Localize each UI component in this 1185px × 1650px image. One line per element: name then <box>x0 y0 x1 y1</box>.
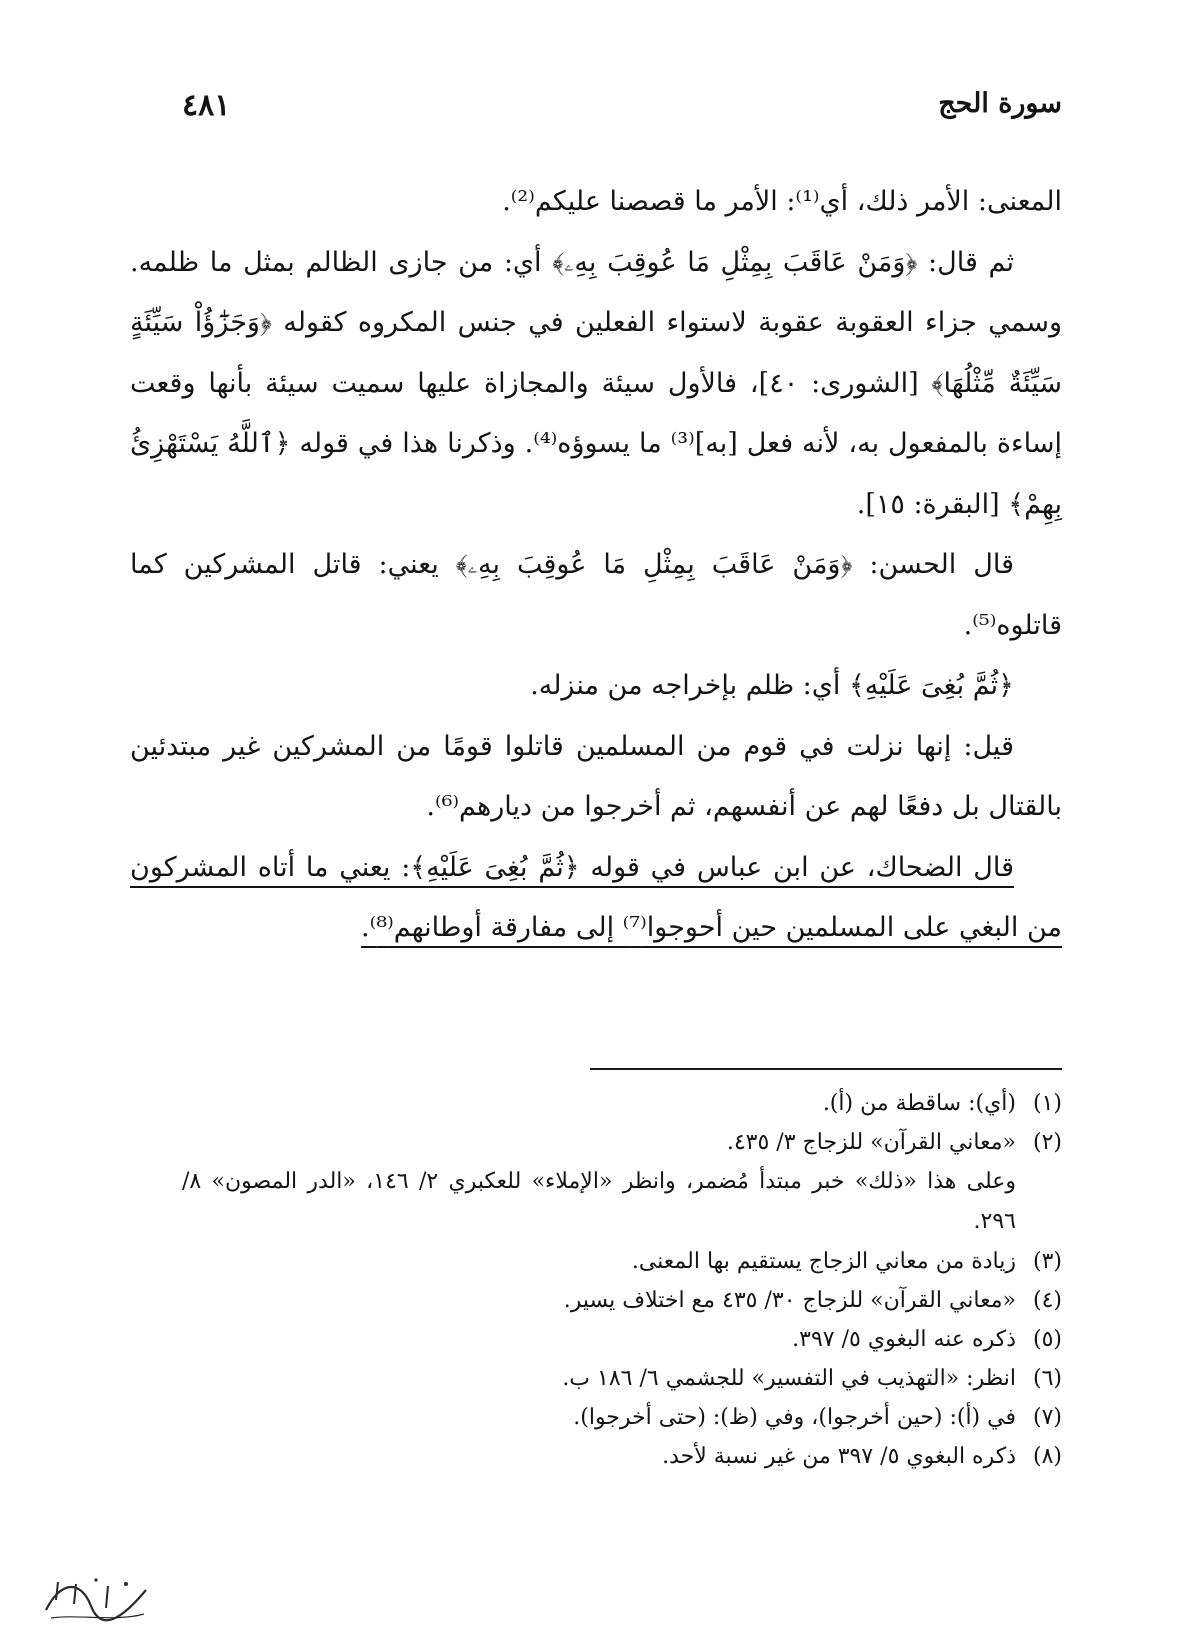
footnote-number: (١) <box>1032 1091 1062 1116</box>
footnote-text: (أي): ساقطة من (أ). <box>822 1091 1016 1116</box>
footnote-number: (٢) <box>1032 1130 1062 1155</box>
footnote-text: في (أ): (حين أخرجوا)، وفي (ظ): (حتى أخرجوا). <box>573 1405 1016 1430</box>
main-text <box>130 172 1062 959</box>
footnote-text: انظر: «التهذيب في التفسير» للجشمي ٦/ ١٨٦ ب. <box>562 1366 1016 1391</box>
sura-title: سورة الحج <box>938 88 1062 119</box>
footnote-divider <box>590 1068 1062 1070</box>
footnote-5 <box>182 1320 1062 1359</box>
footnote-number: (٤) <box>1032 1288 1062 1313</box>
page-header <box>182 88 1062 138</box>
footnote-6 <box>182 1359 1062 1398</box>
paragraph-5: قيل: إنها نزلت في قوم من المسلمين قاتلوا قومًا من المشركين غير مبتدئين بالقتال بل دفعًا لهم عن أنفسهم، ثم أخرجوا من ديارهم⁽⁶⁾. <box>130 730 1062 822</box>
page-number: ٤٨١ <box>182 88 231 123</box>
footnote-number: (٨) <box>1032 1444 1062 1469</box>
footnote-3 <box>182 1242 1062 1281</box>
footnote-text: ذكره البغوي ٥/ ٣٩٧ من غير نسبة لأحد. <box>662 1444 1016 1469</box>
footnote-number: (٧) <box>1032 1405 1062 1430</box>
footnote-4 <box>182 1281 1062 1320</box>
footnote-number: (٣) <box>1032 1249 1062 1274</box>
footnotes <box>182 1084 1062 1476</box>
paragraph-6: قال الضحاك، عن ابن عباس في قوله ﴿ثُمَّ بُغِىَ عَلَيْهِ﴾: يعني ما أتاه المشركون من البغي على المسلمين حين أحوجوا⁽⁷⁾ إلى مفارقة أوطانهم⁽⁸⁾. <box>130 851 1062 943</box>
paragraph-2: ثم قال: ﴿وَمَنْ عَاقَبَ بِمِثْلِ مَا عُوقِبَ بِهِۦ﴾ أي: من جازى الظالم بمثل ما ظلمه. وسمي جزاء العقوبة عقوبة لاستواء الفعلين في جنس المكروه كقوله ﴿وَجَزَٰٓؤُاْ سَيِّئَةٍ سَيِّئَةٌ مِّثْلُهَا﴾ [الشورى: ٤٠]، فالأول سيئة والمجازاة عليها سميت سيئة بأنها وقعت إساءة بالمفعول به، لأنه فعل [به]⁽³⁾ ما يسوؤه⁽⁴⁾. وذكرنا هذا في قوله ﴿ٱللَّهُ يَسْتَهْزِئُ بِهِمْ﴾ [البقرة: ١٥]. <box>130 246 1063 520</box>
library-stamp-logo <box>36 1570 156 1628</box>
footnote-text: ذكره عنه البغوي ٥/ ٣٩٧. <box>792 1327 1016 1352</box>
paragraph-4: ﴿ثُمَّ بُغِىَ عَلَيْهِ﴾ أي: ظلم بإخراجه من منزله. <box>530 670 1014 701</box>
footnote-2-continuation: وعلى هذا «ذلك» خبر مبتدأ مُضمر، وانظر «الإملاء» للعكبري ٢/ ١٤٦، «الدر المصون» ٨/ ٢٩٦. <box>182 1169 1016 1234</box>
footnote-7 <box>182 1398 1062 1437</box>
footnote-text: زيادة من معاني الزجاج يستقيم بها المعنى. <box>631 1249 1016 1274</box>
footnote-text: «معاني القرآن» للزجاج ٣/ ٤٣٥. <box>726 1130 1016 1155</box>
footnote-text: «معاني القرآن» للزجاج ٣٠/ ٤٣٥ مع اختلاف يسير. <box>563 1288 1016 1313</box>
footnote-8 <box>182 1437 1062 1476</box>
footnote-1 <box>182 1084 1062 1123</box>
paragraph-3: قال الحسن: ﴿وَمَنْ عَاقَبَ بِمِثْلِ مَا عُوقِبَ بِهِۦ﴾ يعني: قاتل المشركين كما قاتلوه⁽⁵⁾. <box>130 549 1062 641</box>
paragraph-1: المعنى: الأمر ذلك، أي⁽¹⁾: الأمر ما قصصنا عليكم⁽²⁾. <box>502 186 1062 217</box>
footnote-number: (٥) <box>1032 1327 1062 1352</box>
footnote-2 <box>182 1123 1062 1162</box>
footnote-number: (٦) <box>1032 1366 1062 1391</box>
